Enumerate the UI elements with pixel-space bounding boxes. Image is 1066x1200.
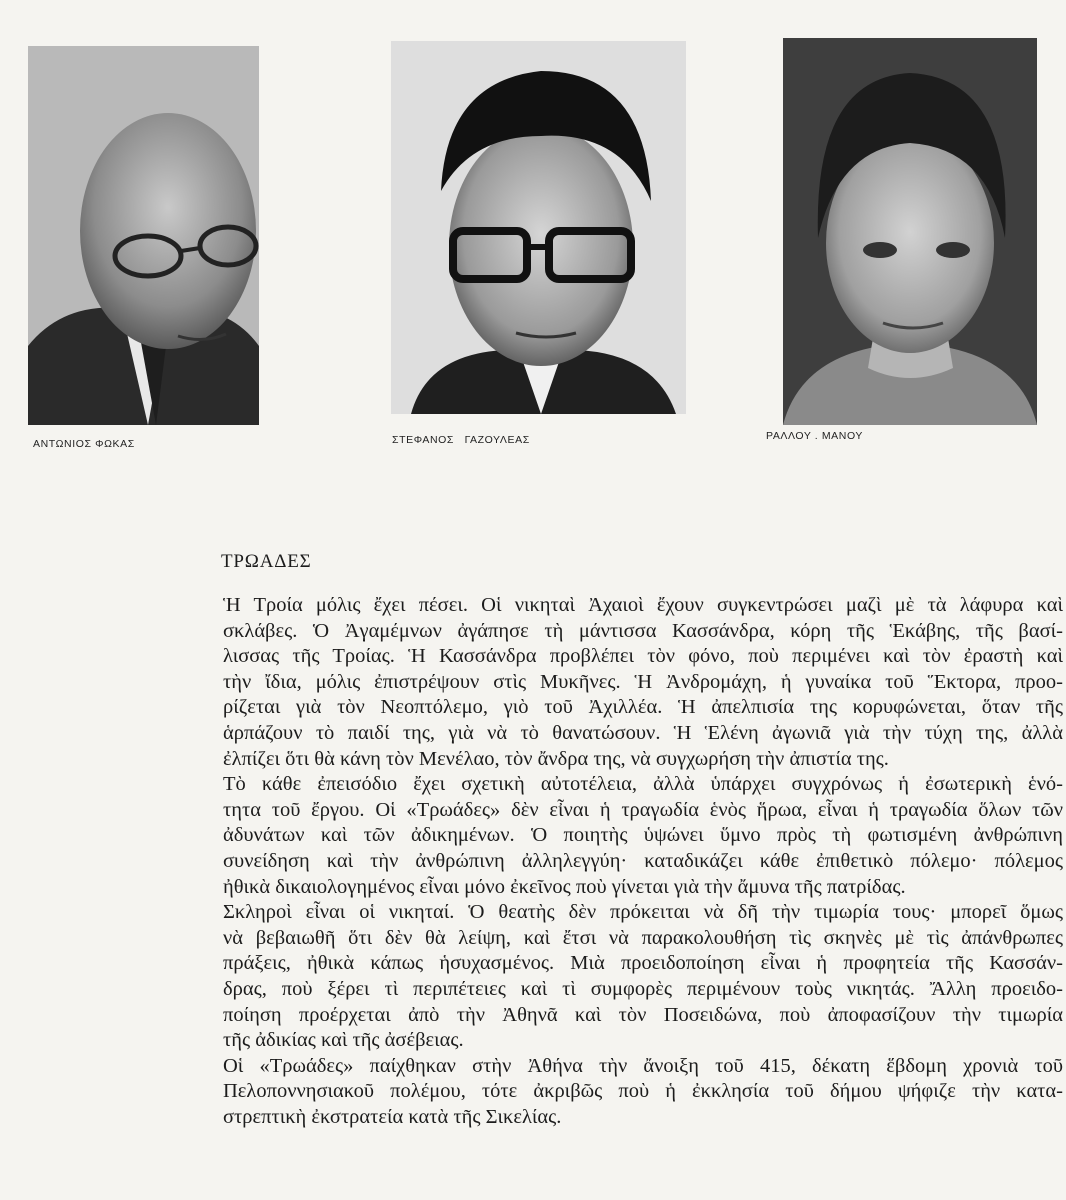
text-line: ρίζεται γιὰ τὸν Νεοπτόλεμο, γιὸ τοῦ Ἀχιλλέα. Ἡ ἀπελπισία της κορυφώνεται, ὅταν τῆς	[223, 696, 1063, 719]
text-line: Τὸ κάθε ἐπεισόδιο ἔχει σχετικὴ αὐτοτέλεια, ἀλλὰ ὑπάρχει συγχρόνως ἡ ἐσωτερικὴ ἑνό-	[223, 773, 1063, 796]
text-line: συνείδηση καὶ τὴν ἀνθρώπινη ἀλληλεγγύη· καταδικάζει κάθε ἐπιθετικὸ πόλεμο· πόλεμος	[223, 849, 1063, 872]
portrait-photo-1	[28, 46, 259, 425]
text-line: ἠθικὰ δικαιολογημένος εἶναι μόνο ἐκεῖνος ποὺ γίνεται γιὰ τὴν ἄμυνα τῆς πατρίδας.	[223, 875, 906, 898]
article-title: ΤΡΩΑΔΕΣ	[221, 551, 312, 572]
text-line: ἁρπάζουν τὸ παιδί της, γιὰ νὰ τὸ θανατώσουν. Ἡ Ἑλένη ἀγωνιᾶ γιὰ τὴν τύχη της, ἀλλὰ	[223, 721, 1063, 744]
text-line: Πελοποννησιακοῦ πολέμου, τότε ἀκριβῶς ποὺ ἡ ἐκκλησία τοῦ δήμου ψήφιζε τὴν κατα-	[223, 1080, 1063, 1103]
text-line: τὴν ἴδια, μόλις ἐπιστρέψουν στὶς Μυκῆνες. Ἡ Ἀνδρομάχη, ἡ γυναίκα τοῦ Ἕκτορα, προο-	[223, 670, 1063, 693]
text-line: ἐλπίζει ὅτι θὰ κάνη τὸν Μενέλαο, τὸν ἄνδρα της, νὰ συγχωρήση τὴν ἀπιστία της.	[223, 747, 889, 770]
portrait-caption-1: ΑΝΤΩΝΙΟΣ ΦΩΚΑΣ	[33, 438, 135, 450]
text-line: νὰ βεβαιωθῆ ὅτι δὲν θὰ λείψη, καὶ ἔτσι νὰ παρακολουθήση τὶς σκηνὲς μὲ τὶς ἀπάνθρωπες	[223, 926, 1063, 949]
text-line: δρας, ποὺ ξέρει τὶ περιπέτειες καὶ τὶ συμφορὲς περιμένουν τοὺς νικητάς. Ἄλλη προειδο-	[223, 977, 1063, 1000]
portrait-caption-2: ΣΤΕΦΑΝΟΣ ΓΑΖΟΥΛΕΑΣ	[392, 434, 530, 446]
text-line: ποίηση προέρχεται ἀπὸ τὴν Ἀθηνᾶ καὶ τὸν Ποσειδώνα, ποὺ ἀποφασίζουν τὴν τιμωρία	[223, 1003, 1063, 1026]
text-line: τητα τοῦ ἔργου. Οἱ «Τρωάδες» δὲν εἶναι ἡ τραγωδία ἑνὸς ἥρωα, εἶναι ἡ τραγωδία ὅλων τῶν	[223, 798, 1063, 821]
portrait-photo-2	[391, 41, 686, 414]
text-line: στρεπτικὴ ἐκστρατεία κατὰ τῆς Σικελίας.	[223, 1105, 562, 1128]
text-line: πράξεις, ἠθικὰ κάπως ἡσυχασμένος. Μιὰ προειδοποίηση εἶναι ἡ προφητεία τῆς Κασσάν-	[223, 952, 1063, 975]
text-line: σκλάβες. Ὁ Ἀγαμέμνων ἀγάπησε τὴ μάντισσα Κασσάνδρα, κόρη τῆς Ἑκάβης, τῆς βασί-	[223, 619, 1063, 642]
text-line: τῆς ἀδικίας καὶ τῆς ἀσέβειας.	[223, 1029, 464, 1052]
text-line: λισσας τῆς Τροίας. Ἡ Κασσάνδρα προβλέπει τὸν φόνο, ποὺ περιμένει καὶ τὸν ἐραστὴ καὶ	[223, 645, 1063, 668]
text-line: Οἱ «Τρωάδες» παίχθηκαν στὴν Ἀθήνα τὴν ἄνοιξη τοῦ 415, δέκατη ἕβδομη χρονιὰ τοῦ	[223, 1054, 1063, 1077]
portrait-caption-3: ΡΑΛΛΟΥ . ΜΑΝΟΥ	[766, 430, 863, 442]
text-line: Σκληροὶ εἶναι οἱ νικηταί. Ὁ θεατὴς δὲν πρόκειται νὰ δῆ τὴν τιμωρία τους· μπορεῖ ὅμως	[223, 901, 1063, 924]
text-line: Ἡ Τροία μόλις ἔχει πέσει. Οἱ νικηταὶ Ἀχαιοὶ ἔχουν συγκεντρώσει μαζὶ μὲ τὰ λάφυρα καὶ	[223, 594, 1063, 616]
article-body	[223, 593, 1063, 1130]
text-line: ἀδυνάτων καὶ τῶν ἀδικημένων. Ὁ ποιητὴς ὑψώνει ὕμνο πρὸς τὴ φωτισμένη ἀνθρώπινη	[223, 824, 1063, 847]
portrait-photo-3	[783, 38, 1037, 425]
